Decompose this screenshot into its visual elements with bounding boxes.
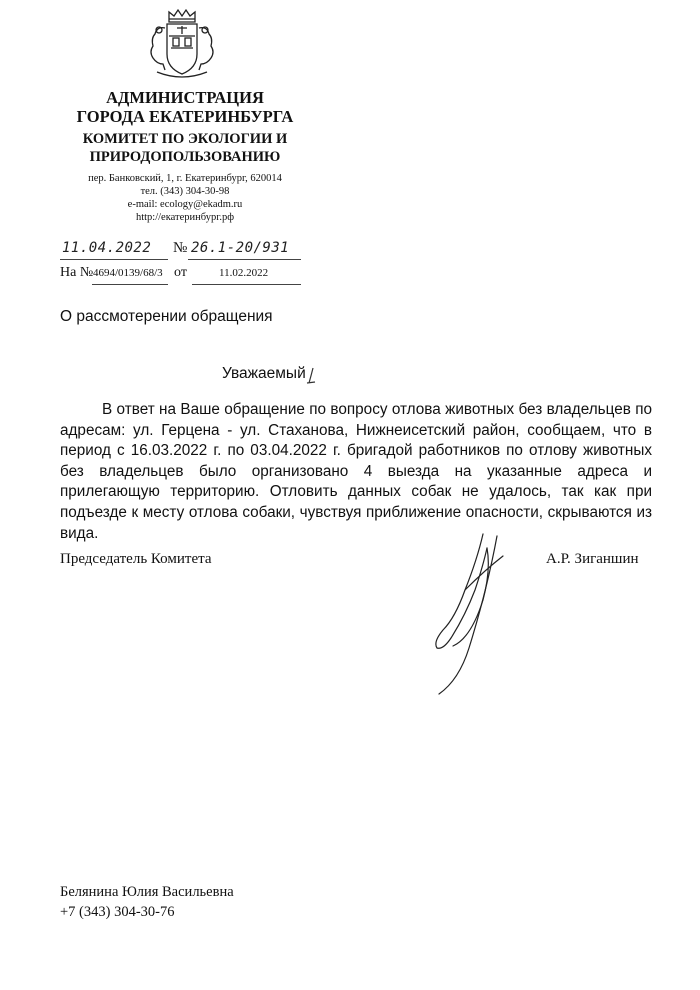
org-name-line1: АДМИНИСТРАЦИЯ [106,88,264,107]
signatory-position: Председатель Комитета [60,551,212,567]
coat-of-arms-icon [143,8,221,82]
reference-date: 11.02.2022 [219,267,269,279]
letter-subject: О рассмотерении обращения [60,308,273,325]
outgoing-date: 11.04.2022 [62,240,152,256]
org-name-line2: ГОРОДА ЕКАТЕРИНБУРГА [76,107,294,126]
handwritten-mark-icon [306,366,318,386]
executor-name: Белянина Юлия Васильевна [60,884,234,900]
reference-from-label: от [174,265,187,280]
org-address: пер. Банковский, 1, г. Екатеринбург, 620014 [88,173,282,184]
executor-phone: +7 (343) 304-30-76 [60,904,175,920]
org-email: e-mail: ecology@ekadm.ru [127,199,243,210]
outgoing-number-label: № [173,240,188,256]
outgoing-number: 26.1-20/931 [191,240,290,256]
org-phone: тел. (343) 304-30-98 [140,186,230,197]
org-website: http://екатеринбург.рф [135,212,235,223]
committee-name-line1: КОМИТЕТ ПО ЭКОЛОГИИ И [82,131,288,147]
committee-name-line2: ПРИРОДОПОЛЬЗОВАНИЮ [89,149,281,165]
letter-body: В ответ на Ваше обращение по вопросу отлова животных без владельцев по адресам: ул. Герцена - ул. Стаханова, Нижнеисетский район, сообщаем, что в период с 16.03.2022 г. по 03.04.2022 г. бригадой работников по отлову животных без владельцев было организовано 4 выезда на указанные адреса и прилегающую территорию. Отловить данных собак не удалось, так как при подъезде к месту отлова собаки, чувствуя приближение опасности, скрываются из вида. [60,401,652,542]
reference-number: 4694/0139/68/3 [93,267,163,279]
reference-number-label: На № [60,265,94,280]
signatory-name: А.Р. Зиганшин [546,551,639,567]
salutation: Уважаемый [222,365,306,382]
handwritten-signature-icon [425,530,525,698]
